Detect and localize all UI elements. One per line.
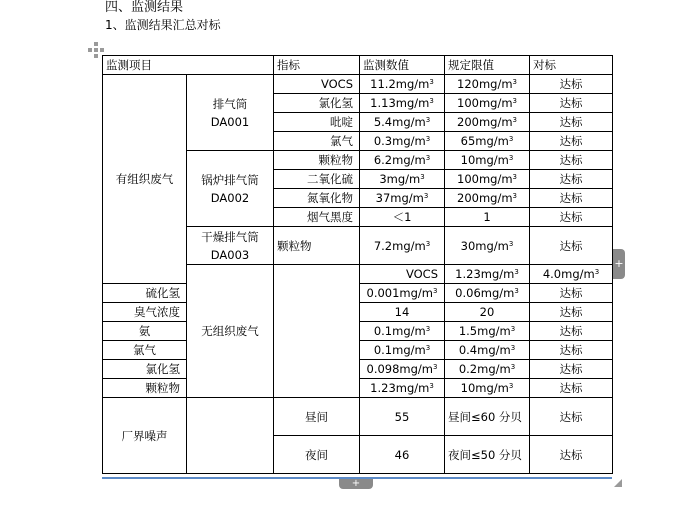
cell-limit: $10mg/m^3$: [445, 379, 530, 398]
cell-indicator: VOCS: [274, 75, 360, 94]
cell-indicator: 臭气浓度: [103, 303, 187, 322]
source-da001-name: 排气筒: [212, 96, 248, 111]
source-da002: [187, 151, 274, 227]
header-item: 监测项目: [103, 56, 274, 75]
table-row: [103, 75, 613, 94]
table-header-row: [103, 56, 613, 75]
cell-limit: $4.0mg/m^3$: [530, 265, 613, 284]
cell-limit: $100mg/m^3$: [445, 94, 530, 113]
table-resize-icon[interactable]: [614, 479, 622, 487]
cell-indicator: 氯化氢: [103, 360, 187, 379]
group-unorganized: 无组织废气: [187, 265, 274, 398]
header-limit: 规定限值: [445, 56, 530, 75]
cell-result: 达标: [530, 436, 613, 474]
group-organized: 有组织废气: [103, 75, 187, 284]
cell-limit: $0.2mg/m^3$: [445, 360, 530, 379]
cell-indicator: 颗粒物: [103, 379, 187, 398]
source-da003: [187, 227, 274, 265]
header-compare: 对标: [530, 56, 613, 75]
cell-result: 达标: [530, 132, 613, 151]
cell-result: 达标: [530, 75, 613, 94]
cell-indicator: 颗粒物: [274, 227, 360, 265]
cell-result: 达标: [530, 341, 613, 360]
cell-indicator: 昼间: [274, 398, 360, 436]
header-value: 监测数值: [360, 56, 445, 75]
header-indicator: 指标: [274, 56, 360, 75]
cell-indicator: 氯化氢: [274, 94, 360, 113]
cell-indicator: 烟气黑度: [274, 208, 360, 227]
cell-limit: $0.4mg/m^3$: [445, 341, 530, 360]
cell-value: 55: [360, 398, 445, 436]
cell-value: $5.4mg/m^3$: [360, 113, 445, 132]
cell-limit: $0.06mg/m^3$: [445, 284, 530, 303]
cell-value: $1.23mg/m^3$: [360, 379, 445, 398]
cell-limit: $65mg/m^3$: [445, 132, 530, 151]
table-row: [103, 398, 613, 436]
cell-value: 14: [360, 303, 445, 322]
source-da001: [187, 75, 274, 151]
source-da003-code: DA003: [210, 247, 250, 262]
cell-value: $0.001mg/m^3$: [360, 284, 445, 303]
source-empty: [274, 265, 360, 398]
cell-result: 达标: [530, 360, 613, 379]
cell-indicator: 氨: [103, 322, 187, 341]
cell-limit: $200mg/m^3$: [445, 113, 530, 132]
cell-limit: 1: [445, 208, 530, 227]
cell-result: 达标: [530, 113, 613, 132]
group-noise: 厂界噪声: [103, 398, 187, 474]
cell-indicator: 吡啶: [274, 113, 360, 132]
source-empty: [187, 398, 274, 474]
cell-value: $6.2mg/m^3$: [360, 151, 445, 170]
source-da002-name: 锅炉排气筒: [201, 172, 259, 187]
cell-limit: $120mg/m^3$: [445, 75, 530, 94]
cell-value: $37mg/m^3$: [360, 189, 445, 208]
cell-result: 达标: [530, 170, 613, 189]
cell-value: $3mg/m^3$: [360, 170, 445, 189]
cell-indicator: VOCS: [360, 265, 445, 284]
cell-result: 达标: [530, 227, 613, 265]
cell-indicator: 二氧化硫: [274, 170, 360, 189]
cell-indicator: 氯气: [274, 132, 360, 151]
section-heading: 四、监测结果: [105, 0, 184, 15]
cell-limit: $10mg/m^3$: [445, 151, 530, 170]
cell-result: 达标: [530, 94, 613, 113]
source-da003-name: 干燥排气筒: [201, 229, 259, 244]
monitoring-results-table: [102, 55, 613, 474]
cell-limit: 夜间≤50 分贝: [445, 436, 530, 474]
cell-limit: 20: [445, 303, 530, 322]
cell-value: $0.1mg/m^3$: [360, 341, 445, 360]
add-column-button[interactable]: +: [613, 249, 625, 279]
cell-result: 达标: [530, 189, 613, 208]
cell-result: 达标: [530, 322, 613, 341]
cell-value: $7.2mg/m^3$: [360, 227, 445, 265]
cell-value: $0.3mg/m^3$: [360, 132, 445, 151]
cell-indicator: 夜间: [274, 436, 360, 474]
cell-indicator: 氮氧化物: [274, 189, 360, 208]
source-da002-code: DA002: [210, 190, 250, 205]
cell-indicator: 硫化氢: [103, 284, 187, 303]
cell-result: 达标: [530, 151, 613, 170]
cell-result: 达标: [530, 208, 613, 227]
cell-value: 46: [360, 436, 445, 474]
cell-indicator: 氯气: [103, 341, 187, 360]
add-row-button[interactable]: +: [339, 479, 373, 489]
cell-limit: $100mg/m^3$: [445, 170, 530, 189]
cell-value: ＜1: [360, 208, 445, 227]
cell-value: $1.23mg/m^3$: [445, 265, 530, 284]
cell-limit: $200mg/m^3$: [445, 189, 530, 208]
cell-indicator: 颗粒物: [274, 151, 360, 170]
cell-result: 达标: [530, 303, 613, 322]
cell-value: $1.13mg/m^3$: [360, 94, 445, 113]
cell-result: 达标: [530, 379, 613, 398]
source-da001-code: DA001: [210, 114, 250, 129]
section-subheading: 1、监测结果汇总对标: [105, 18, 221, 32]
cell-limit: $30mg/m^3$: [445, 227, 530, 265]
cell-limit: 昼间≤60 分贝: [445, 398, 530, 436]
cell-value: $0.098mg/m^3$: [360, 360, 445, 379]
cell-limit: $1.5mg/m^3$: [445, 322, 530, 341]
cell-result: 达标: [530, 284, 613, 303]
cell-value: $11.2mg/m^3$: [360, 75, 445, 94]
cell-result: 达标: [530, 398, 613, 436]
cell-value: $0.1mg/m^3$: [360, 322, 445, 341]
